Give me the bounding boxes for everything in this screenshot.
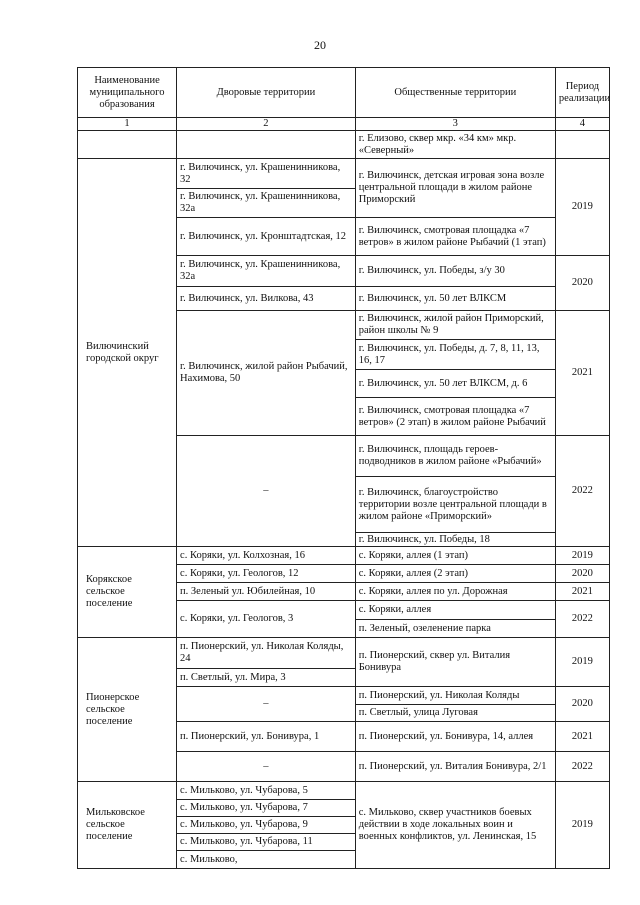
public-territory: г. Вилючинск, смотровая площадка «7 ветров» в жилом районе Рыбачий (1 этап) bbox=[356, 217, 555, 255]
yard-territory: г. Вилючинск, ул. Крашенинникова, 32а bbox=[180, 259, 341, 282]
public-territory: п. Пионерский, ул. Виталия Бонивура, 2/1 bbox=[355, 752, 555, 782]
public-territory: г. Вилючинск, ул. Победы, з/у 30 bbox=[358, 265, 505, 276]
col-number: 3 bbox=[355, 118, 555, 131]
year-cell: 2021 bbox=[555, 311, 609, 436]
yard-stack bbox=[177, 256, 356, 311]
yard-territory: п. Пионерский, ул. Николая Коляды, 24 bbox=[180, 641, 344, 664]
public-territory: г. Вилючинск, ул. 50 лет ВЛКСМ, д. 6 bbox=[356, 369, 555, 397]
public-territory: г. Вилючинск, ул. 50 лет ВЛКСМ bbox=[356, 286, 555, 310]
yard-territory: п. Светлый, ул. Мира, 3 bbox=[177, 668, 355, 686]
year-cell: 2020 bbox=[555, 565, 609, 583]
header-public: Общественные территории bbox=[355, 68, 555, 118]
public-stack bbox=[355, 687, 555, 722]
public-territory: п. Зеленый, озеленение парка bbox=[356, 619, 555, 637]
public-territory: г. Вилючинск, детская игровая зона возле центральной площади в жилом районе Приморский bbox=[358, 170, 545, 205]
public-territory: г. Вилючинск, ул. Победы, д. 7, 8, 11, 13, 16, 17 bbox=[356, 339, 555, 369]
year-cell: 2021 bbox=[555, 722, 609, 752]
yard-territory-none: – bbox=[177, 687, 356, 722]
public-territory: п. Пионерский, сквер ул. Виталия Бонивура bbox=[355, 638, 555, 687]
public-territory: г. Вилючинск, жилой район Приморский, район школы № 9 bbox=[358, 313, 544, 336]
header-period: Период реализации bbox=[555, 68, 609, 118]
improvement-table bbox=[77, 67, 610, 869]
page-number: 20 bbox=[314, 38, 326, 52]
yard-territory: п. Зеленый ул. Юбилейная, 10 bbox=[177, 583, 356, 601]
public-stack bbox=[355, 159, 555, 256]
yard-territory: п. Пионерский, ул. Бонивура, 1 bbox=[177, 722, 356, 752]
year-cell: 2022 bbox=[555, 601, 609, 638]
yard-territory: с. Мильково, bbox=[177, 850, 355, 868]
yard-territory: с. Мильково, ул. Чубарова, 7 bbox=[177, 799, 355, 816]
year-cell: 2019 bbox=[555, 638, 609, 687]
col-number: 4 bbox=[555, 118, 609, 131]
year-cell: 2021 bbox=[555, 583, 609, 601]
yard-territory: г. Вилючинск, ул. Крашенинникова, 32а bbox=[177, 188, 355, 217]
yard-territory: с. Мильково, ул. Чубарова, 11 bbox=[177, 833, 355, 850]
year-cell: 2019 bbox=[555, 547, 609, 565]
yard-territory: с. Коряки, ул. Геологов, 3 bbox=[177, 601, 356, 638]
public-stack bbox=[355, 311, 555, 436]
yard-territory: г. Вилючинск, ул. Вилкова, 43 bbox=[177, 286, 355, 310]
col-number: 1 bbox=[78, 118, 177, 131]
municipality-name: Мильковское сельское поселение bbox=[78, 782, 177, 869]
public-territory: г. Вилючинск, смотровая площадка «7 ветров» (2 этап) в жилом районе Рыбачий bbox=[356, 397, 555, 435]
year-cell: 2022 bbox=[555, 752, 609, 782]
public-territory: г. Вилючинск, площадь героев-подводников в жилом районе «Рыбачий» bbox=[358, 444, 542, 467]
year-cell: 2019 bbox=[555, 159, 609, 256]
year-cell: 2020 bbox=[555, 256, 609, 311]
header-municipality: Наименование муниципального образования bbox=[78, 68, 177, 118]
yard-territory: г. Вилючинск, ул. Крашенинникова, 32 bbox=[180, 161, 341, 185]
col-number: 2 bbox=[177, 118, 356, 131]
empty-cell bbox=[555, 131, 609, 159]
public-territory: г. Елизово, сквер мкр. «34 км» мкр. «Северный» bbox=[355, 131, 555, 159]
yard-territory-none: – bbox=[177, 752, 356, 782]
empty-cell bbox=[177, 131, 356, 159]
yard-territory: с. Коряки, ул. Геологов, 12 bbox=[177, 565, 356, 583]
yard-stack bbox=[177, 159, 356, 256]
yard-territory: с. Коряки, ул. Колхозная, 16 bbox=[177, 547, 356, 565]
public-territory: г. Вилючинск, благоустройство территории возле центральной площади в жилом районе «Приморский» bbox=[356, 476, 555, 532]
municipality-name: Вилючинский городской округ bbox=[78, 159, 177, 547]
empty-cell bbox=[78, 131, 177, 159]
yard-territory: г. Вилючинск, жилой район Рыбачий, Нахимова, 50 bbox=[177, 311, 356, 436]
public-territory: с. Коряки, аллея по ул. Дорожная bbox=[355, 583, 555, 601]
public-stack bbox=[355, 436, 555, 547]
year-cell: 2020 bbox=[555, 687, 609, 722]
year-cell: 2019 bbox=[555, 782, 609, 869]
yard-stack bbox=[177, 638, 356, 687]
year-cell: 2022 bbox=[555, 436, 609, 547]
public-stack bbox=[355, 601, 555, 638]
municipality-name: Корякское сельское поселение bbox=[78, 547, 177, 638]
yard-territory: г. Вилючинск, ул. Кронштадтская, 12 bbox=[177, 217, 355, 255]
public-territory: п. Пионерский, ул. Николая Коляды bbox=[358, 689, 520, 701]
public-territory: с. Коряки, аллея (1 этап) bbox=[355, 547, 555, 565]
yard-territory-none: – bbox=[177, 436, 356, 547]
header-yard: Дворовые территории bbox=[177, 68, 356, 118]
public-territory: с. Мильково, сквер участников боевых действии в ходе локальных воин и военных конфликтов, ул. Ленинская, 15 bbox=[355, 782, 555, 869]
yard-stack bbox=[177, 782, 356, 869]
public-territory: п. Пионерский, ул. Бонивура, 14, аллея bbox=[355, 722, 555, 752]
public-territory: с. Коряки, аллея (2 этап) bbox=[355, 565, 555, 583]
yard-territory: с. Мильково, ул. Чубарова, 9 bbox=[177, 816, 355, 833]
public-territory: с. Коряки, аллея bbox=[358, 604, 432, 615]
municipality-name: Пионерское сельское поселение bbox=[78, 638, 177, 782]
yard-territory: с. Мильково, ул. Чубарова, 5 bbox=[180, 784, 308, 796]
public-territory: п. Светлый, улица Луговая bbox=[356, 704, 555, 721]
public-territory: г. Вилючинск, ул. Победы, 18 bbox=[356, 532, 555, 546]
public-stack bbox=[355, 256, 555, 311]
